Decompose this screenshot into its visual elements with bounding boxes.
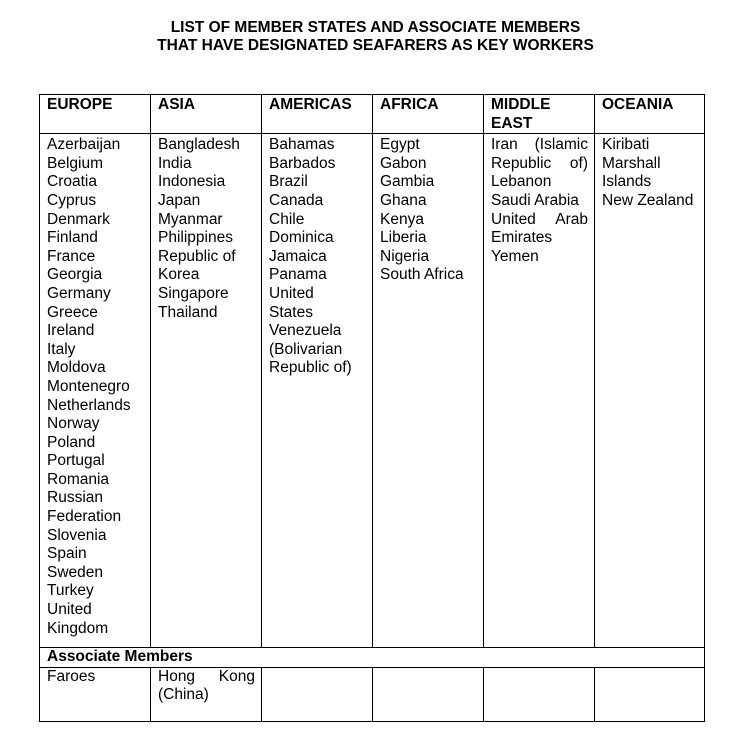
list-item: Chile <box>269 210 305 228</box>
list-item: Croatia <box>47 173 97 191</box>
list-item: Gambia <box>380 173 435 191</box>
associate-africa-cell <box>373 667 484 721</box>
list-item: Iran (Islamic <box>491 136 588 154</box>
list-item: Turkey <box>47 582 94 600</box>
list-item: Ghana <box>380 191 427 209</box>
africa-cell <box>373 134 484 648</box>
list-item: Slovenia <box>47 526 107 544</box>
list-item: Brazil <box>269 173 308 191</box>
list-item: Korea <box>158 266 200 284</box>
list-item: Portugal <box>47 452 105 470</box>
list-item: Gabon <box>380 154 427 172</box>
list-item: France <box>47 247 96 265</box>
list-item: Germany <box>47 284 111 302</box>
list-item: Spain <box>47 545 87 563</box>
list-item: Federation <box>47 508 122 526</box>
list-item: Marshall <box>602 154 661 172</box>
list-item: Canada <box>269 191 324 209</box>
members-row <box>40 134 705 648</box>
list-item: Indonesia <box>158 173 226 191</box>
list-item: Jamaica <box>269 247 327 265</box>
associate-asia-line-1: Hong Kong <box>158 667 255 685</box>
oceania-list <box>602 136 698 210</box>
list-item: Italy <box>47 340 76 358</box>
list-item: Bahamas <box>269 136 335 154</box>
list-item: Japan <box>158 191 201 209</box>
list-item: United Arab <box>491 210 588 228</box>
list-item: South Africa <box>380 266 464 284</box>
list-item: Kiribati <box>602 136 650 154</box>
header-africa: AFRICA <box>373 95 484 134</box>
list-item: Netherlands <box>47 396 131 414</box>
list-item: Cyprus <box>47 191 97 209</box>
list-item: Greece <box>47 303 98 321</box>
list-item: Yemen <box>491 247 539 265</box>
header-middle-east-line-2: EAST <box>491 114 533 132</box>
associate-europe-cell: Faroes <box>40 667 151 721</box>
list-item: Republic of) <box>491 154 588 172</box>
list-item: Sweden <box>47 563 104 581</box>
list-item: Azerbaijan <box>47 136 121 154</box>
list-item: Montenegro <box>47 377 130 395</box>
list-item: Kingdom <box>47 619 109 637</box>
list-item: Myanmar <box>158 210 223 228</box>
list-item: Finland <box>47 229 98 247</box>
list-item: Singapore <box>158 284 229 302</box>
middle-east-list <box>491 136 588 266</box>
member-states-table <box>39 94 705 722</box>
list-item: United <box>269 284 314 302</box>
list-item: Georgia <box>47 266 103 284</box>
associate-middle-east-cell <box>484 667 595 721</box>
list-item: Kenya <box>380 210 424 228</box>
list-item: Venezuela <box>269 322 342 340</box>
header-row <box>40 95 705 134</box>
list-item: Saudi Arabia <box>491 191 579 209</box>
list-item: Republic of) <box>269 359 352 377</box>
list-item: Thailand <box>158 303 218 321</box>
list-item: United <box>47 601 92 619</box>
americas-list <box>269 136 366 378</box>
associate-members-header-row <box>40 648 705 668</box>
list-item: Belgium <box>47 154 103 172</box>
list-item: (Bolivarian <box>269 340 343 358</box>
list-item: Norway <box>47 415 100 433</box>
asia-cell <box>151 134 262 648</box>
list-item: Barbados <box>269 154 336 172</box>
list-item: Nigeria <box>380 247 430 265</box>
list-item: Republic of <box>158 247 236 265</box>
list-item: Egypt <box>380 136 420 154</box>
list-item: States <box>269 303 313 321</box>
associate-americas-cell <box>262 667 373 721</box>
list-item: Ireland <box>47 322 95 340</box>
list-item: Dominica <box>269 229 334 247</box>
europe-list <box>47 136 144 638</box>
header-middle-east <box>484 95 595 134</box>
americas-cell <box>262 134 373 648</box>
list-item: Philippines <box>158 229 233 247</box>
associate-asia-cell <box>151 667 262 721</box>
associate-asia-line-2: (China) <box>158 686 209 704</box>
title-line-2: THAT HAVE DESIGNATED SEAFARERS AS KEY WORKERS <box>157 37 594 54</box>
middle-east-cell <box>484 134 595 648</box>
list-item: New Zealand <box>602 191 694 209</box>
list-item: Lebanon <box>491 173 552 191</box>
list-item: Panama <box>269 266 327 284</box>
associate-members-row <box>40 667 705 721</box>
africa-list <box>380 136 477 285</box>
header-asia: ASIA <box>151 95 262 134</box>
asia-list <box>158 136 255 322</box>
associate-members-label: Associate Members <box>40 648 705 668</box>
list-item: Islands <box>602 173 652 191</box>
oceania-cell <box>595 134 705 648</box>
list-item: Liberia <box>380 229 427 247</box>
header-americas: AMERICAS <box>262 95 373 134</box>
list-item: Poland <box>47 433 96 451</box>
list-item: Emirates <box>491 229 553 247</box>
europe-cell <box>40 134 151 648</box>
document-title <box>0 19 751 55</box>
list-item: Moldova <box>47 359 106 377</box>
associate-oceania-cell <box>595 667 705 721</box>
list-item: Bangladesh <box>158 136 240 154</box>
header-oceania: OCEANIA <box>595 95 705 134</box>
list-item: Denmark <box>47 210 110 228</box>
list-item: Romania <box>47 470 110 488</box>
header-middle-east-line-1: MIDDLE <box>491 96 551 113</box>
header-europe: EUROPE <box>40 95 151 134</box>
list-item: Russian <box>47 489 103 507</box>
title-line-1: LIST OF MEMBER STATES AND ASSOCIATE MEMBERS <box>170 19 581 36</box>
list-item: India <box>158 154 192 172</box>
